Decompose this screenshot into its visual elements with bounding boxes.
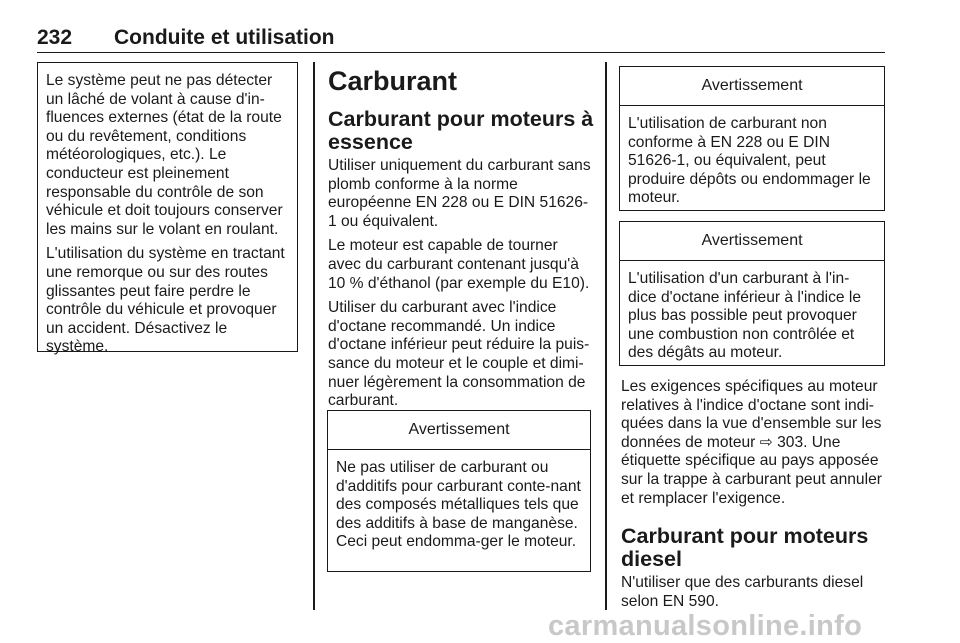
subsection-title-diesel: Carburant pour moteurs diesel	[621, 524, 869, 571]
note-box	[37, 62, 298, 356]
note-paragraph: L'utilisation du système en tractant une remorque ou sur des routes glissantes peut faire perdre le contrôle du véhicule et provoquer un accident. Désactivez le système.	[46, 245, 285, 356]
page-number: 232	[37, 26, 73, 49]
warning-box-metal-additives	[327, 410, 591, 572]
page-header	[37, 22, 885, 53]
warning-title: Avertissement	[620, 67, 884, 106]
paragraph: Utiliser du carburant avec l'indice d'octane recommandé. Un indice d'octane inférieur peut réduire la puis-sance du moteur et le couple et dimi-nuer légèrement la consommation de carburant.	[328, 299, 590, 410]
column-divider-right	[605, 62, 607, 610]
warning-title: Avertissement	[328, 411, 590, 450]
column-divider-left	[313, 62, 315, 610]
paragraph: Le moteur est capable de tourner avec du carburant contenant jusqu'à 10 % d'éthanol (par exemple du E10).	[328, 237, 590, 292]
chapter-title: Conduite et utilisation	[114, 26, 335, 49]
watermark: carmanualsonline.info	[548, 610, 863, 642]
warning-box-octane	[619, 221, 885, 366]
warning-text: L'utilisation d'un carburant à l'in-dice d'octane inférieur à l'indice le plus bas possible peut provoquer une combustion non contrôlée et des dégâts au moteur.	[628, 270, 862, 362]
subsection-title: Carburant pour moteurs à essence	[328, 107, 594, 154]
section-title: Carburant	[328, 66, 458, 96]
warning-text: Ne pas utiliser de carburant ou d'additifs pour carburant conte-nant des composés métalliques tels que des additifs à base de manganèse. Ceci peut endomma-ger le moteur.	[336, 459, 581, 551]
note-paragraph: Le système peut ne pas détecter un lâché de volant à cause d'in-fluences externes (état de la route ou du revêtement, conditions météorologiques, etc.). Le conducteur est pleinement responsable du contrôle de son véhicule et doit toujours conserver les mains sur le volant en roulant.	[46, 72, 283, 238]
petrol-text	[328, 157, 593, 417]
paragraph: N'utiliser que des carburants diesel selon EN 590.	[621, 574, 864, 610]
octane-requirements-text	[621, 378, 887, 514]
warning-box-fuel-standard	[619, 66, 885, 211]
paragraph: Les exigences spécifiques au moteur relatives à l'indice d'octane sont indi-quées dans la vue d'ensemble sur les données de moteur ⇨ 303. Une étiquette spécifique au pays apposée sur la trappe à carburant peut annuler et remplacer l'exigence.	[621, 378, 882, 507]
paragraph: Utiliser uniquement du carburant sans plomb conforme à la norme européenne EN 228 ou E DIN 51626-1 ou équivalent.	[328, 157, 591, 230]
warning-text: L'utilisation de carburant non conforme à EN 228 ou E DIN 51626-1, ou équivalent, peut produire dépôts ou endommager le moteur.	[628, 115, 871, 207]
warning-title: Avertissement	[620, 222, 884, 261]
